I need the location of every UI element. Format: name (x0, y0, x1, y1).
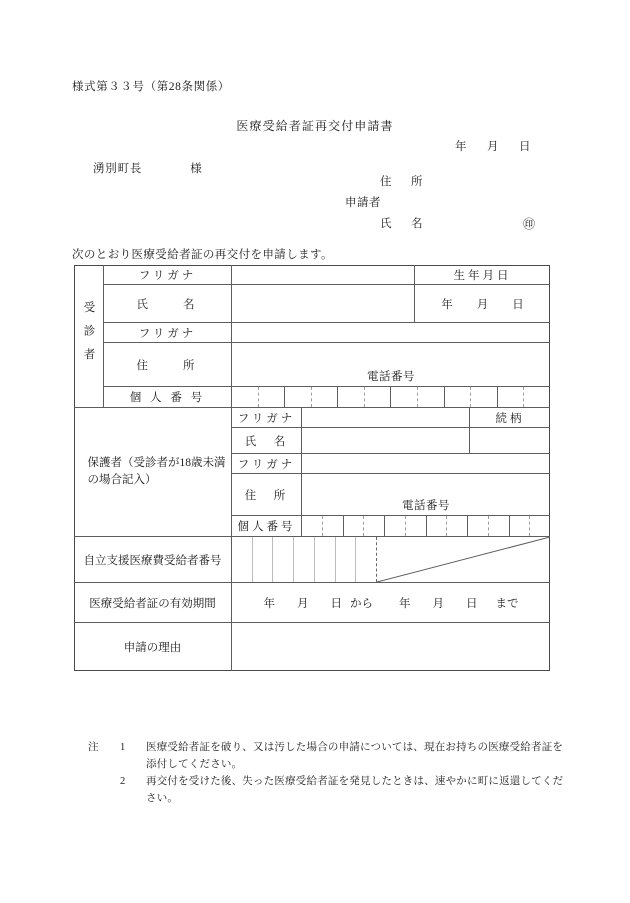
validity-from-month: 月 (297, 597, 309, 610)
mynumber-cell[interactable] (498, 387, 525, 407)
applicant-block (340, 172, 555, 235)
guardian-address-furigana-label-cell (232, 454, 302, 474)
mynumber-cell[interactable] (524, 387, 550, 407)
applicant-address-row (340, 172, 555, 193)
addressee-name: 湧別町長 (93, 163, 143, 175)
validity-period-value[interactable] (232, 583, 550, 623)
guardian-relation-value[interactable] (470, 428, 550, 454)
guardian-address-label: 住 所 (244, 489, 289, 502)
mynumber-cell[interactable] (259, 387, 286, 407)
guardian-mynumber-label: 個人番号 (237, 521, 296, 533)
diagonal-line-icon (377, 537, 550, 583)
validity-to-word: まで (495, 597, 519, 610)
applicant-group-row (340, 193, 555, 214)
validity-to-year: 年 (399, 597, 411, 610)
guardian-address-furigana-label: フリガナ (237, 458, 296, 471)
guardian-name-label-cell (232, 428, 302, 454)
mynumber-cell[interactable] (232, 387, 259, 407)
validity-period-label: 医療受給者証の有効期間 (89, 597, 216, 610)
patient-address-furigana-label-cell (104, 323, 232, 343)
note-text: 再交付を受けた後、失った医療受給者証を発見したときは、速やかに町に返還してください。 (146, 776, 564, 804)
seal-icon: ㊞ (523, 217, 536, 231)
jiritsu-number-label-cell (74, 537, 232, 583)
jiritsu-number-value-area[interactable] (232, 537, 550, 583)
patient-furigana-label: フリガナ (138, 269, 197, 282)
patient-furigana-label-cell (104, 265, 232, 285)
notes-heading: 注 (88, 742, 99, 753)
patient-birth-year-label: 年 (441, 298, 453, 311)
guardian-name-label: 氏 名 (244, 435, 289, 448)
patient-birth-header: 生年月日 (453, 269, 512, 282)
jiritsu-digit-cell[interactable] (273, 537, 294, 582)
note-number: 2 (120, 776, 126, 787)
jiritsu-digit-cell[interactable] (315, 537, 336, 582)
mynumber-cell[interactable] (344, 516, 365, 536)
guardian-mynumber-label-cell (232, 516, 302, 537)
mynumber-cell[interactable] (302, 516, 323, 536)
patient-furigana-value[interactable] (232, 265, 415, 285)
patient-mynumber-label: 個 人 番 号 (129, 392, 206, 404)
note-item (88, 774, 568, 807)
mynumber-cell[interactable] (489, 516, 510, 536)
mynumber-cell[interactable] (365, 387, 392, 407)
guardian-address-label-cell (232, 474, 302, 516)
applicant-address-label: 住 所 (380, 176, 427, 188)
guardian-relation-label-cell (470, 408, 550, 428)
patient-birth-day-label: 日 (512, 298, 524, 311)
jiritsu-digit-cell[interactable] (294, 537, 315, 582)
applicant-name-label: 氏 名 (380, 218, 427, 230)
validity-to-day: 日 (466, 597, 478, 610)
guardian-address-value[interactable] (302, 474, 550, 516)
lead-statement: 次のとおり医療受給者証の再交付を申請します。 (72, 249, 333, 261)
mynumber-cell[interactable] (447, 516, 468, 536)
jiritsu-digit-cell[interactable] (336, 537, 357, 582)
guardian-address-furigana-value[interactable] (302, 454, 550, 474)
patient-address-label: 住 所 (136, 359, 199, 372)
patient-section-label: 受診者 (82, 300, 95, 372)
document-title: 医療受給者証再交付申請書 (236, 119, 394, 133)
date-day-label: 日 (519, 141, 531, 153)
patient-address-furigana-value[interactable] (232, 323, 550, 343)
patient-mynumber-label-cell (104, 387, 232, 408)
applicant-group-label: 申請者 (345, 197, 381, 209)
mynumber-cell[interactable] (285, 387, 312, 407)
guardian-tel-label: 電話番号 (402, 500, 450, 512)
jiritsu-digit-cell[interactable] (232, 537, 253, 582)
guardian-section-label-line2: の場合記入） (87, 474, 157, 486)
strikethrough-diagonal (377, 537, 550, 583)
patient-mynumber-grid[interactable] (232, 387, 550, 408)
addressee-honorific: 様 (190, 163, 203, 175)
guardian-mynumber-grid[interactable] (302, 516, 550, 537)
validity-from-year: 年 (263, 597, 275, 610)
notes-block (88, 740, 568, 808)
reason-label-cell (74, 623, 232, 671)
note-text: 医療受給者証を破り、又は汚した場合の申請については、現在お持ちの医療受給者証を添付してください。 (146, 742, 564, 770)
jiritsu-number-label: 自立支援医療費受給者番号 (83, 554, 222, 567)
date-year-label: 年 (455, 141, 467, 153)
mynumber-cell[interactable] (312, 387, 339, 407)
validity-from-day: 日 (330, 597, 342, 610)
mynumber-cell[interactable] (471, 387, 498, 407)
jiritsu-digit-cell[interactable] (356, 537, 377, 582)
patient-name-value[interactable] (232, 285, 415, 323)
reason-value[interactable] (232, 623, 550, 671)
mynumber-cell[interactable] (530, 516, 550, 536)
mynumber-cell[interactable] (468, 516, 489, 536)
validity-period-label-cell (74, 583, 232, 623)
addressee-line (93, 160, 203, 176)
guardian-furigana-value[interactable] (302, 408, 470, 428)
mynumber-cell[interactable] (323, 516, 344, 536)
patient-name-label-cell (104, 285, 232, 323)
patient-birth-header-cell (415, 265, 550, 285)
guardian-furigana-label-cell (232, 408, 302, 428)
mynumber-cell[interactable] (338, 387, 365, 407)
mynumber-cell[interactable] (418, 387, 445, 407)
guardian-name-value[interactable] (302, 428, 470, 454)
application-table (74, 265, 550, 671)
mynumber-cell[interactable] (364, 516, 385, 536)
patient-tel-label: 電話番号 (367, 371, 415, 383)
patient-birth-month-label: 月 (476, 298, 489, 311)
guardian-section-label-line1: 保護者（受診者が18歳未満 (87, 457, 226, 469)
patient-name-label: 氏 名 (136, 298, 199, 311)
form-number: 様式第３３号（第28条関係） (72, 81, 230, 93)
patient-address-value[interactable] (232, 343, 550, 387)
applicant-name-row (340, 214, 555, 235)
mynumber-cell[interactable] (445, 387, 472, 407)
guardian-section-label-cell (74, 408, 232, 537)
date-month-label: 月 (487, 141, 499, 153)
jiritsu-digit-cell[interactable] (253, 537, 274, 582)
note-number: 1 (120, 742, 126, 753)
validity-from-word: から (350, 597, 373, 610)
mynumber-cell[interactable] (427, 516, 448, 536)
mynumber-cell[interactable] (391, 387, 418, 407)
mynumber-cell[interactable] (510, 516, 531, 536)
patient-address-label-cell (104, 343, 232, 387)
mynumber-cell[interactable] (385, 516, 406, 536)
submission-date-line (455, 138, 531, 154)
guardian-relation-label: 続柄 (495, 412, 525, 425)
jiritsu-number-grid[interactable] (232, 537, 377, 582)
reason-label: 申請の理由 (123, 642, 182, 654)
guardian-furigana-label: フリガナ (237, 412, 296, 425)
patient-section-label-cell (74, 265, 104, 408)
patient-address-furigana-label: フリガナ (138, 327, 197, 340)
patient-birth-value[interactable] (415, 285, 550, 323)
note-item (88, 740, 568, 773)
mynumber-cell[interactable] (406, 516, 427, 536)
validity-to-month: 月 (432, 597, 444, 610)
